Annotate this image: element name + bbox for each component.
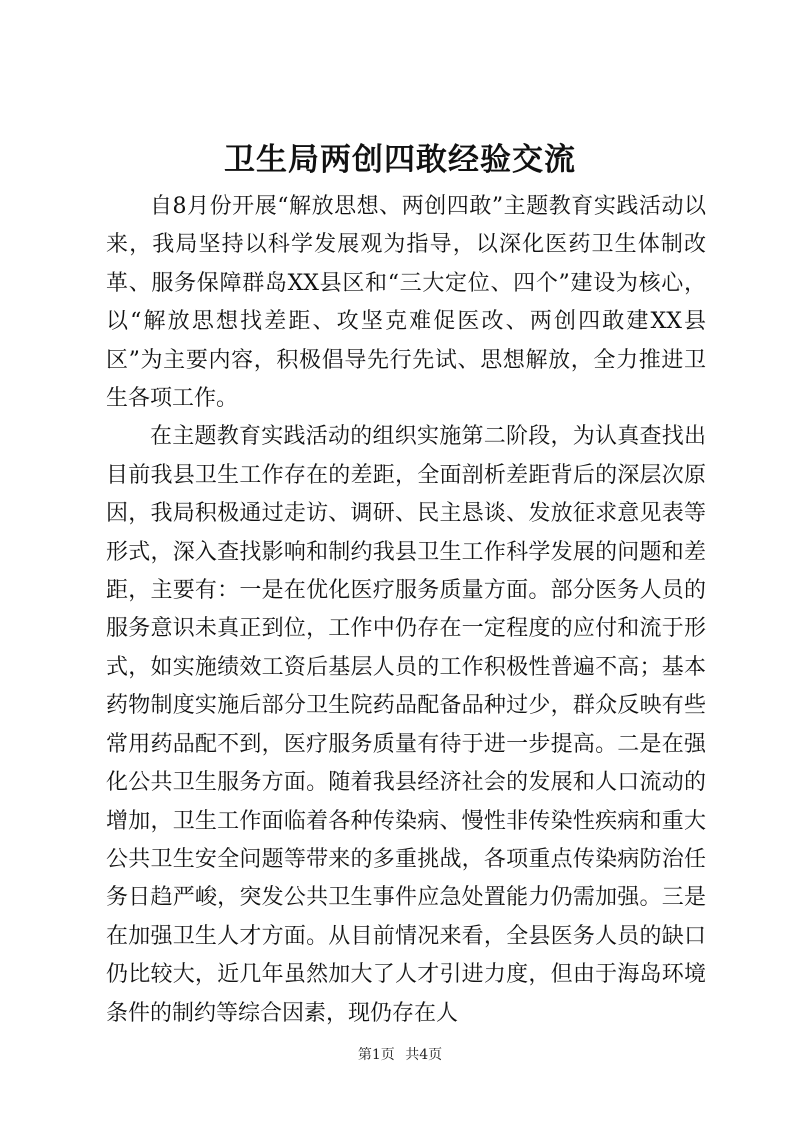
page-number: 第1页 bbox=[357, 1047, 395, 1063]
page-footer bbox=[0, 1045, 800, 1065]
paragraph: 自8月份开展“解放思想、两创四敢”主题教育实践活动以来，我局坚持以科学发展观为指导，以深化医药卫生体制改革、服务保障群岛XX县区和“三大定位、四个”建设为核心，以“解放思想找差距、攻坚克难促医改、两创四敢建XX县区”为主要内容，积极倡导先行先试、思想解放，全力推进卫生各项工作。 bbox=[106, 194, 706, 412]
page-total: 共4页 bbox=[405, 1047, 443, 1063]
paragraph: 在主题教育实践活动的组织实施第二阶段，为认真查找出目前我县卫生工作存在的差距，全面剖析差距背后的深层次原因，我局积极通过走访、调研、民主恳谈、发放征求意见表等形式，深入查找影响和制约我县卫生工作科学发展的问题和差距，主要有：一是在优化医疗服务质量方面。部分医务人员的服务意识未真正到位，工作中仍存在一定程度的应付和流于形式，如实施绩效工资后基层人员的工作积极性普遍不高；基本药物制度实施后部分卫生院药品配备品种过少，群众反映有些常用药品配不到，医疗服务质量有待于进一步提高。二是在强化公共卫生服务方面。随着我县经济社会的发展和人口流动的增加，卫生工作面临着各种传染病、慢性非传染性疾病和重大公共卫生安全问题等带来的多重挑战，各项重点传染病防治任务日趋严峻，突发公共卫生事件应急处置能力仍需加强。三是在加强卫生人才方面。从目前情况来看，全县医务人员的缺口仍比较大，近几年虽然加大了人才引进力度，但由于海岛环境条件的制约等综合因素，现仍存在人 bbox=[106, 424, 706, 1026]
document-body bbox=[106, 188, 706, 1033]
document-title: 卫生局两创四敢经验交流 bbox=[224, 142, 576, 178]
